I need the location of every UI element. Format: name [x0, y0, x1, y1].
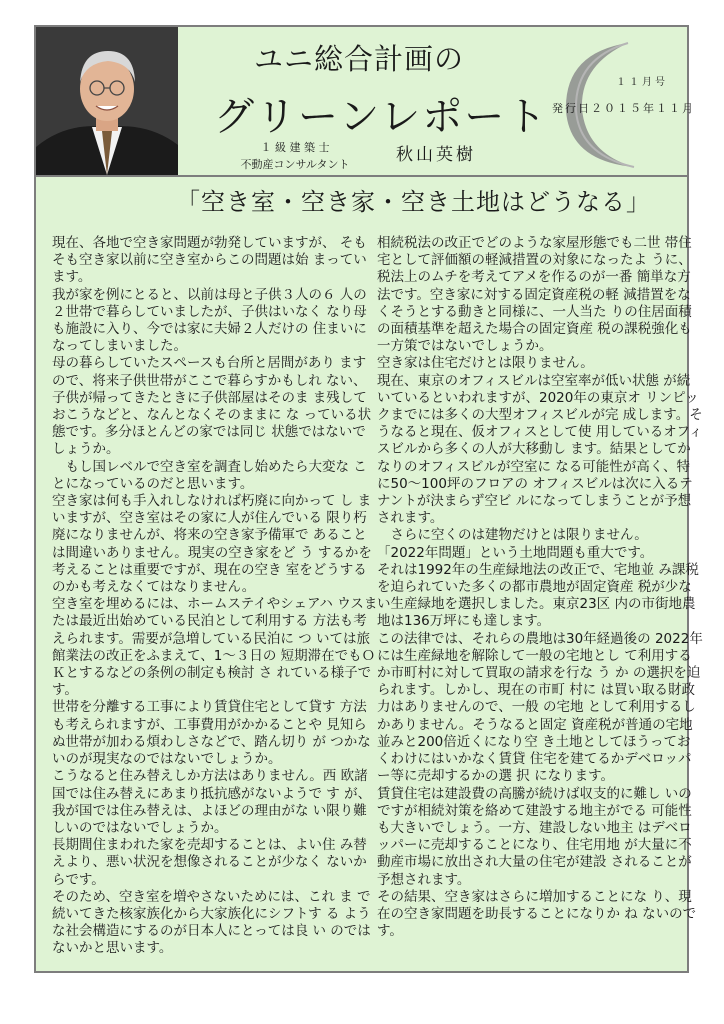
paragraph: 現在、各地で空き家問題が勃発していますが、 そもそも空き家以前に空き室からこの問題は始 まっています。 — [52, 235, 367, 286]
paragraph: 空き家は住宅だけとは限りません。 — [377, 355, 594, 372]
paragraph: 賃貸住宅は建設費の高騰が続けば収支的に難し いのですが相続対策を絡めて建設する地主がでる 可能性も大きいでしょう。一方、建設しない地主 はデベロッパーに売却することになり、住宅用地 が大量に不動産市場に放出され大量の住宅が建設 されることが予想されます。 — [377, 785, 692, 888]
author-photo — [36, 27, 178, 175]
paragraph: 我が家を例にとると、以前は母と子供３人の６ 人の２世帯で暮らしていましたが、子供はいなく なり母も施設に入り、今では家に夫婦２人だけの 住まいになってしまいました。 — [52, 286, 367, 355]
paragraph: こうなると住み替えしか方法はありません。西 欧諸国では住み替えにあまり抵抗感がないようで す が、我が国では住み替えは、よほどの理由がな い限り難しいのではないでしょうか。 — [52, 768, 372, 836]
paragraph: その結果、空き家はさらに増加することにな り、現在の空き家問題を助長することになりか ね ないのです。 — [377, 888, 697, 940]
newsletter-title-line1: ユニ総合計画の — [254, 42, 465, 76]
article-left-column — [52, 235, 378, 958]
author-role-line2: 不動産コンサルタント — [240, 158, 350, 171]
newsletter-header — [36, 27, 695, 177]
author-role — [236, 139, 354, 173]
paragraph: 現在、東京のオフィスビルは空室率が低い状態 が続いているといわれますが、2020年の東京オ リンピックまでには多くの大型オフィスビルが完 成します。そうなると現在、仮オフィスとして使 用しているオフィスビルから多くの人が大移動し ます。結果としてかなりのオフィスビルが空室に なる可能性が高く、特に50～100坪のフロアの オフィスビルは次に入るテナントが決まらず空ビ ルになってしまうことが予想されます。 — [377, 372, 703, 527]
paragraph: 世帯を分離する工事により賃貸住宅として貸す 方法も考えられますが、工事費用がかかることや 見知らぬ世帯が加わる煩わしさなどで、踏ん切り が つかないのが現実なのではないでしょうか。 — [52, 699, 371, 768]
author-portrait-image — [36, 27, 178, 175]
paragraph: それは1992年の生産緑地法の改正で、宅地並 み課税を迫られていた多くの都市農地が固定資産 税が少ない生産緑地を選択しました。東京23区 内の市街地農地は136万坪にも達します。 — [377, 561, 699, 630]
issue-label: １１月号 — [616, 77, 668, 88]
paragraph: 長期間住まわれた家を売却することは、よい住 み替えより、悪い状況を想像されることが少なく ないからです。 — [52, 837, 367, 888]
article-headline: 「空き室・空き家・空き土地はどうなる」 — [176, 188, 651, 216]
paragraph: 空き室を埋めるには、ホームステイやシェアハ ウスまたは最近出始めている民泊として利用する 方法も考えられます。需要が急増している民泊に つ いては旅館業法の改正をふまえて、1～３日の 短期滞在でもＯＫとするなどの条例の制定も検討 さ れている様子です。 — [52, 596, 378, 699]
paragraph: もし国レベルで空き室を調査し始めたら大変な ことになっているのだと思います。 — [52, 458, 367, 492]
author-role-line1: １ 級 建 築 士 — [260, 141, 330, 154]
article-right-column — [377, 235, 703, 940]
paragraph: 相続税法の改正でどのような家屋形態でも二世 帯住宅として評価額の軽減措置の対象になったよ うに、税法上のムチを考えてアメを作るのが一番 簡単な方法です。空き家に対する固定資産税の軽 減措置をなくそうとする動きと同様に、一人当た りの住居面積の面積基準を超えた場合の固定資産 税の課税強化も一方策ではないでしょうか。 — [377, 235, 692, 355]
author-name: 秋山英樹 — [396, 145, 476, 165]
paragraph: さらに空くのは建物だけとは限りません。 — [390, 527, 648, 544]
newsletter-title-line2: グリーンレポート — [214, 94, 549, 140]
paragraph: この法律では、それらの農地は30年経過後の 2022年には生産緑地を解除して一般の宅地とし て利用するか市町村に対して買取の請求を行な う か の選択を迫られます。しかし、現在の市町 村に は買い取る財政力はありませんので、一般 の宅地 として利用するしかありません。そうなると固定 資産税が普通の宅地並みと200倍近くになり空 き土地としてほうっておくわけにはいかなく賃貸 住宅を建てるかデベロッパー等に売却するかの選 択 になります。 — [377, 630, 703, 785]
paragraph: 「2022年問題」という土地問題も重大です。 — [377, 544, 654, 561]
paragraph: 空き家は何も手入れしなければ朽廃に向かって し まいますが、空き室はその家に人が住んでいる 限り朽廃になりませんが、将来の空き家予備軍で あることは間違いありません。現実の空き家をど う するかを考えることは重要ですが、現在の空き 室をどうするのかも考えなくてはなりません。 — [52, 493, 372, 596]
paragraph: そのため、空き室を増やさないためには、これ ま で続いてきた核家族化から大家族化にシフトす る ような社会構造にするのが日本人にとっては良 い のではないかと思います。 — [52, 888, 371, 957]
newsletter-frame — [34, 25, 703, 973]
issue-date: 発行日２０１５年１１月 — [552, 102, 695, 115]
paragraph: 母の暮らしていたスペースも台所と居間があり ますので、将来子供世帯がここで暮らすかもしれ ない、子供が帰ってきたときに子供部屋はそのま ま残しておこうなどと、なんとなくそのままに な っている状態です。多分ほとんどの家では同じ 状態ではないでしょうか。 — [52, 355, 372, 458]
